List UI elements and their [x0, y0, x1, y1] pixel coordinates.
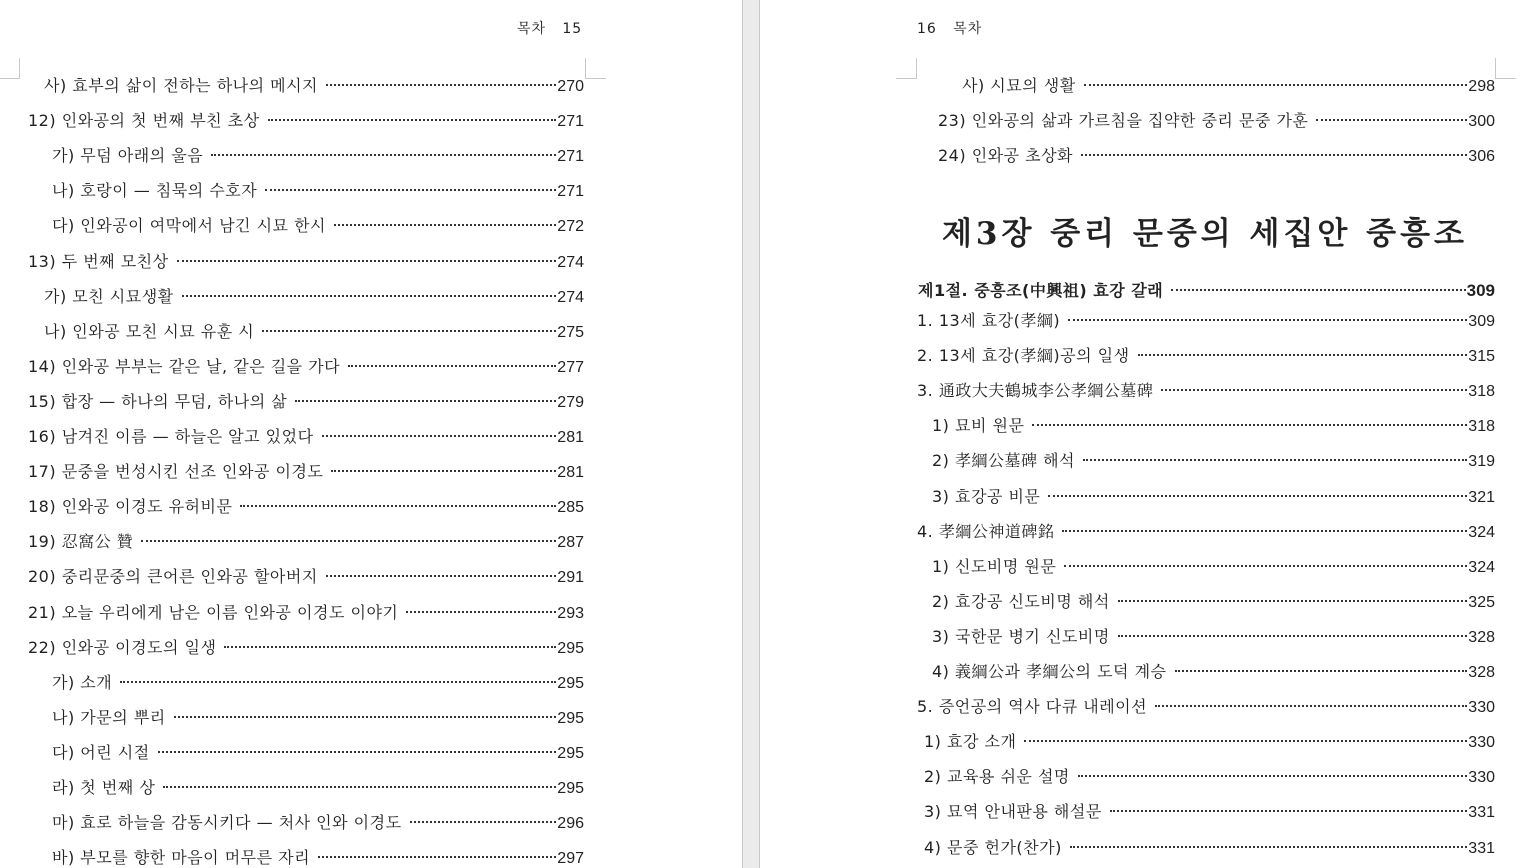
toc-entry-label: 라) 첫 번째 상: [52, 778, 156, 797]
toc-entry-label: 2) 孝綱公墓碑 해석: [932, 451, 1076, 471]
dot-leader: [1155, 705, 1467, 707]
dot-leader: [177, 260, 557, 262]
toc-entry-label: 3) 묘역 안내판용 해설문: [924, 802, 1102, 822]
toc-entry-page-number: 270: [557, 78, 584, 95]
dot-leader: [326, 575, 557, 577]
toc-entry-page-number: 300: [1468, 113, 1495, 131]
dot-leader: [1118, 600, 1468, 602]
page-header: 16 목차: [917, 21, 983, 37]
crop-mark: [896, 58, 917, 79]
toc-entry: [932, 485, 1495, 509]
toc-entry-page-number: 295: [557, 674, 584, 692]
toc-entry: [52, 214, 584, 238]
dot-leader: [410, 821, 557, 823]
dot-leader: [1070, 846, 1467, 848]
toc-entry-page-number: 274: [557, 253, 584, 271]
dot-leader: [182, 295, 557, 297]
dot-leader: [1048, 495, 1467, 497]
toc-entry: [932, 625, 1495, 649]
dot-leader: [331, 470, 556, 472]
dot-leader: [295, 400, 556, 402]
toc-entry-label: 가) 소개: [52, 672, 113, 692]
toc-entry-page-number: 331: [1468, 804, 1495, 822]
toc-entry-page-number: 271: [557, 148, 584, 166]
dot-leader: [120, 681, 556, 683]
toc-entry: [28, 530, 584, 554]
toc-entry: [924, 765, 1495, 789]
toc-entry-page-number: 272: [557, 218, 584, 236]
page-gutter: [742, 0, 760, 868]
dot-leader: [1110, 810, 1468, 812]
toc-entry: [28, 495, 584, 519]
toc-entry-page-number: 325: [1468, 593, 1495, 611]
toc-entry-label: 4) 義綱公과 孝綱公의 도덕 계승: [932, 662, 1167, 681]
toc-entry: [924, 730, 1495, 754]
toc-entry-label: 사) 시묘의 생활: [962, 76, 1076, 95]
toc-entry: [932, 449, 1495, 473]
toc-entry-page-number: 319: [1468, 453, 1495, 471]
dot-leader: [348, 365, 556, 367]
toc-entry-page-number: 274: [557, 288, 584, 306]
dot-leader: [334, 224, 556, 226]
toc-entry: [28, 425, 584, 449]
dot-leader: [174, 716, 557, 718]
toc-entry-label: 2) 교육용 쉬운 설명: [924, 767, 1070, 787]
toc-entry: [938, 144, 1495, 168]
toc-entry: [962, 74, 1495, 98]
toc-entry-page-number: 271: [557, 113, 584, 131]
dot-leader: [1081, 154, 1467, 156]
dot-leader: [211, 154, 556, 156]
toc-entry-label: 1) 효강 소개: [924, 732, 1017, 752]
toc-entry: [28, 390, 584, 414]
toc-entry-label: 가) 무덤 아래의 울음: [52, 146, 204, 166]
toc-entry-page-number: 281: [557, 429, 584, 446]
toc-entry-page-number: 309: [1466, 281, 1495, 300]
dot-leader: [141, 540, 556, 542]
toc-entry-label: 22) 인와공 이경도의 일생: [28, 637, 217, 657]
toc-entry-label: 3) 효강공 비문: [932, 486, 1041, 506]
toc-entry-page-number: 324: [1468, 558, 1495, 576]
toc-entry-page-number: 309: [1468, 313, 1495, 330]
toc-entry: [44, 74, 584, 98]
toc-entry-label: 나) 호랑이 — 침묵의 수호자: [52, 181, 258, 201]
toc-entry: [52, 706, 584, 730]
dot-leader: [1084, 84, 1468, 86]
toc-entry: [932, 660, 1495, 684]
toc-entry-page-number: 296: [557, 815, 584, 833]
toc-entry-page-number: 275: [557, 323, 584, 341]
toc-entry: [52, 144, 584, 168]
toc-entry: [28, 565, 584, 589]
toc-entry-label: 1) 묘비 원문: [932, 416, 1025, 436]
toc-entry: [917, 695, 1495, 719]
toc-entry: [28, 601, 584, 625]
toc-entry-label: 15) 합장 — 하나의 무덤, 하나의 삶: [28, 391, 288, 411]
toc-entry: [28, 355, 584, 379]
toc-section-entry: [918, 279, 1495, 303]
dot-leader: [318, 856, 556, 858]
dot-leader: [1161, 389, 1467, 391]
crop-mark: [0, 58, 20, 79]
toc-entry-page-number: 318: [1468, 383, 1495, 401]
dot-leader: [265, 189, 556, 191]
dot-leader: [158, 751, 557, 753]
toc-entry-page-number: 295: [557, 780, 584, 797]
dot-leader: [1078, 775, 1467, 777]
toc-entry-page-number: 287: [557, 534, 584, 552]
toc-entry-page-number: 328: [1468, 664, 1495, 681]
dot-leader: [163, 786, 556, 788]
toc-entry-page-number: 330: [1468, 769, 1495, 787]
toc-entry-page-number: 330: [1468, 699, 1495, 717]
chapter-title: 제3장 중리 문중의 세집안 중흥조: [941, 216, 1469, 252]
left-page: [0, 0, 742, 868]
toc-entry-label: 가) 모친 시묘생활: [44, 286, 174, 306]
crop-mark: [1495, 58, 1516, 79]
toc-entry-label: 14) 인와공 부부는 같은 날, 같은 길을 가다: [28, 356, 341, 376]
toc-entry-label: 2) 효강공 신도비명 해석: [932, 591, 1110, 611]
toc-entry-label: 21) 오늘 우리에게 남은 이름 인와공 이경도 이야기: [28, 602, 399, 622]
toc-entry-page-number: 330: [1468, 734, 1495, 752]
dot-leader: [262, 330, 556, 332]
toc-entry-page-number: 281: [557, 464, 584, 482]
toc-entry: [44, 285, 584, 309]
toc-entry-label: 2. 13세 효강(孝綱)공의 일생: [917, 346, 1130, 366]
toc-entry: [932, 555, 1495, 579]
toc-entry-label: 4. 孝綱公神道碑銘: [917, 521, 1055, 541]
toc-entry: [52, 776, 584, 800]
toc-entry-page-number: 295: [557, 709, 584, 727]
toc-entry-label: 다) 인와공이 여막에서 남긴 시묘 한시: [52, 216, 327, 236]
toc-entry-page-number: 277: [557, 358, 584, 376]
dot-leader: [240, 505, 556, 507]
toc-entry: [917, 520, 1495, 544]
toc-entry: [52, 741, 584, 765]
toc-entry: [917, 379, 1495, 403]
toc-entry-label: 제1절. 중흥조(中興祖) 효강 갈래: [918, 281, 1164, 300]
toc-entry-page-number: 298: [1468, 78, 1495, 95]
page-header: 목차 15: [517, 21, 583, 37]
dot-leader: [1024, 740, 1467, 742]
toc-entry-page-number: 271: [557, 183, 584, 201]
dot-leader: [1068, 319, 1467, 321]
toc-entry: [44, 320, 584, 344]
toc-entry-label: 나) 인와공 모친 시묘 유훈 시: [44, 321, 255, 341]
toc-entry-page-number: 328: [1468, 628, 1495, 646]
toc-entry-page-number: 293: [557, 604, 584, 622]
toc-entry-page-number: 306: [1468, 148, 1495, 166]
toc-entry-page-number: 285: [557, 499, 584, 517]
toc-entry: [28, 460, 584, 484]
toc-entry: [28, 250, 584, 274]
toc-entry: [52, 671, 584, 695]
toc-entry-page-number: 291: [557, 569, 584, 587]
dot-leader: [1062, 530, 1467, 532]
toc-entry: [52, 811, 584, 835]
toc-entry-label: 20) 중리문중의 큰어른 인와공 할아버지: [28, 567, 318, 587]
dot-leader: [322, 435, 557, 437]
dot-leader: [1316, 119, 1467, 121]
toc-entry-label: 4) 문중 헌가(찬가): [924, 837, 1062, 857]
toc-entry-page-number: 315: [1468, 348, 1495, 366]
dot-leader: [326, 84, 556, 86]
dot-leader: [1083, 459, 1467, 461]
toc-entry-page-number: 297: [557, 850, 584, 868]
toc-entry: [932, 414, 1495, 438]
toc-entry: [28, 109, 584, 133]
toc-entry-label: 사) 효부의 삶이 전하는 하나의 메시지: [44, 76, 319, 95]
toc-entry-label: 12) 인와공의 첫 번째 부친 초상: [28, 111, 260, 131]
toc-entry: [917, 309, 1495, 333]
dot-leader: [1171, 289, 1465, 291]
toc-entry: [52, 179, 584, 203]
dot-leader: [1064, 565, 1467, 567]
dot-leader: [1032, 424, 1467, 426]
toc-entry: [924, 836, 1495, 860]
toc-entry-label: 13) 두 번째 모친상: [28, 251, 169, 271]
toc-entry-label: 5. 증언공의 역사 다큐 내레이션: [917, 697, 1148, 717]
toc-entry-label: 19) 忍窩公 贊: [28, 532, 134, 552]
toc-entry-page-number: 321: [1468, 488, 1495, 506]
toc-entry-page-number: 324: [1468, 523, 1495, 541]
toc-entry-label: 3. 通政大夫鶴城李公孝綱公墓碑: [917, 381, 1154, 401]
toc-entry-label: 16) 남겨진 이름 — 하늘은 알고 있었다: [28, 427, 314, 446]
toc-entry-label: 마) 효로 하늘을 감동시키다 — 처사 인와 이경도: [52, 813, 402, 833]
toc-entry: [28, 636, 584, 660]
dot-leader: [1118, 635, 1468, 637]
toc-entry: [52, 846, 584, 868]
toc-entry: [924, 800, 1495, 824]
toc-entry: [917, 344, 1495, 368]
toc-entry-label: 바) 부모를 향한 마음이 머무른 자리: [52, 848, 311, 868]
toc-entry-page-number: 331: [1468, 839, 1495, 857]
right-page: [760, 0, 1520, 868]
toc-entry-page-number: 295: [557, 639, 584, 657]
toc-entry-label: 나) 가문의 뿌리: [52, 707, 166, 727]
dot-leader: [406, 611, 556, 613]
toc-entry-label: 24) 인와공 초상화: [938, 146, 1074, 166]
dot-leader: [268, 119, 557, 121]
toc-entry-label: 17) 문중을 번성시킨 선조 인와공 이경도: [28, 462, 324, 482]
toc-entry-page-number: 318: [1468, 418, 1495, 436]
toc-entry-label: 1. 13세 효강(孝綱): [917, 311, 1061, 330]
crop-mark: [585, 58, 606, 79]
toc-entry: [938, 109, 1495, 133]
toc-entry-label: 1) 신도비명 원문: [932, 556, 1057, 576]
dot-leader: [1175, 670, 1468, 672]
toc-entry-label: 3) 국한문 병기 신도비명: [932, 626, 1110, 646]
toc-entry-label: 18) 인와공 이경도 유허비문: [28, 497, 233, 517]
toc-entry-page-number: 279: [557, 393, 584, 411]
dot-leader: [224, 646, 556, 648]
toc-entry-label: 23) 인와공의 삶과 가르침을 집약한 중리 문중 가훈: [938, 111, 1309, 131]
dot-leader: [1138, 354, 1468, 356]
toc-entry-page-number: 295: [557, 744, 584, 762]
toc-entry-label: 다) 어린 시절: [52, 742, 150, 762]
toc-entry: [932, 590, 1495, 614]
